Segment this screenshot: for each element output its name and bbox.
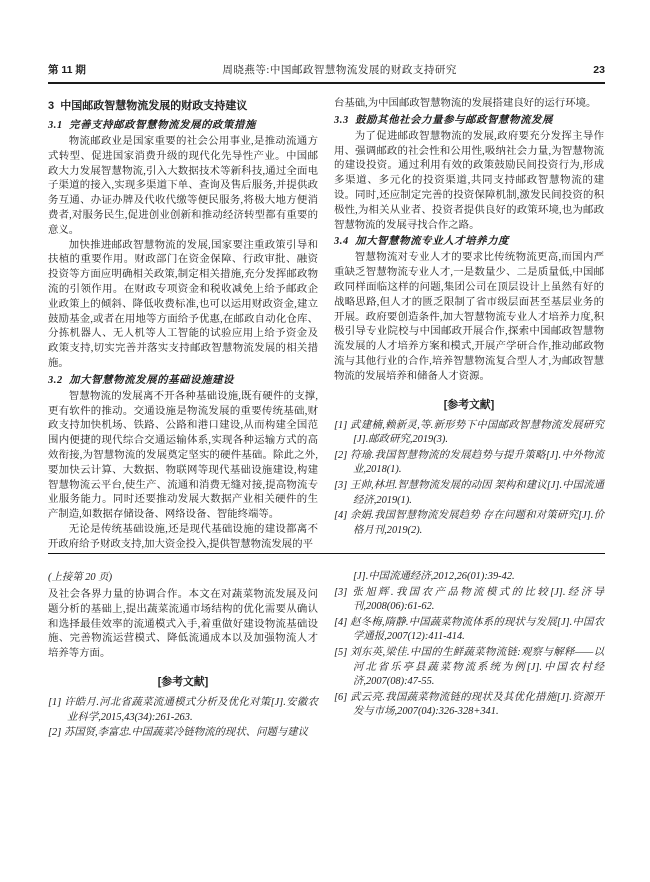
reference-continuation: [J].中国流通经济,2012,26(01):39-42.: [353, 571, 515, 582]
article-body: [48, 97, 605, 553]
paragraph: 智慧物流的发展离不开各种基础设施,既有硬件的支撑,更有软件的推动。交通设施是物流发展的重要传统基础,财政支持加快机场、铁路、公路和港口建设,从而构建全国范围内便捷的现代综合交通运输体系,实现各种运输方式的高效衔接,为智慧物流的发展奠定坚实的硬件基础。除此之外,要加快云计算、大数据、物联网等现代基础设施建设,构建智慧物流云平台,使生产、流通和消费无缝对接,提高物流专业服务能力。同时还要推动发展大数据产业相关硬件的生产制造,如数据存储设备、网络设备、智能终端等。: [48, 390, 318, 521]
paragraph: 无论是传统基础设施,还是现代基础设施的建设都离不开政府给予财政支持,加大资金投入,提供智慧物流发展的平: [48, 523, 318, 550]
left-column: [48, 97, 318, 553]
page-number: 23: [593, 64, 605, 76]
section-3-2-heading: 3.2 加大智慧物流发展的基础设施建设: [48, 374, 235, 386]
reference-item: [1] 许皓月.河北省蔬菜流通模式分析及优化对策[J].安徽农业科学,2015,43(34):261-263.: [48, 696, 318, 723]
issue-label: 第 11 期: [48, 64, 86, 76]
running-title: 周晓燕等:中国邮政智慧物流发展的财政支持研究: [222, 65, 457, 76]
paragraph-continuation: 及社会各界力量的协调合作。本文在对蔬菜物流发展及问题分析的基础上,提出蔬菜流通市场结构的优化需要从确认和选择最佳效率的流通模式入手,着重做好建设物流基础设施、完善物流运营模式、降低流通成本以及加强物流人才培养等方面。: [48, 589, 318, 660]
section-3-4-heading: 3.4 加大智慧物流专业人才培养力度: [334, 236, 510, 248]
paragraph-continuation: 台基础,为中国邮政智慧物流的发展搭建良好的运行环境。: [334, 98, 597, 109]
continued-right-column: [334, 570, 604, 742]
paragraph: 物流邮政业是国家重要的社会公用事业,是推动流通方式转型、促进国家消费升级的现代化先导性产业。中国邮政大力发展智慧物流,引入大数据技术等新科技,通过全面电子渠道的接入,实现多渠道下单、查询及售后服务,并提供政务互通、办证办牌及代收代缴等便民服务,将极大地方便消费者,对服务民生,促进创业创新和推动经济转型都有重要的意义。: [48, 136, 318, 236]
continued-article: [48, 570, 605, 742]
section-3-1-heading: 3.1 完善支持邮政智慧物流发展的政策措施: [48, 120, 257, 131]
reference-item: [4] 赵冬梅,隋静.中国蔬菜物流体系的现状与发展[J].中国农学通报,2007(12):411-414.: [334, 616, 604, 643]
reference-item: [3] 王帅,林坦.智慧物流发展的动因 架构和建议[J].中国流通经济,2019(1).: [334, 479, 604, 506]
continued-from-note: (上接第 20 页): [48, 572, 113, 583]
reference-item: [3] 张旭辉.我国农产品物流模式的比较[J].经济导刊,2008(06):61-62.: [334, 586, 604, 613]
paragraph: 为了促进邮政智慧物流的发展,政府要充分发挥主导作用、强调邮政的社会性和公用性,吸纳社会力量,为智慧物流的建设投资。通过利用有效的政策鼓励民间投资行为,形成多渠道、多元化的投资渠道,共同支持邮政智慧物流的建设。同时,还应制定完善的投资保障机制,激发民间投资的积极性,为相关从业者、投资者提供良好的政策环境,也为邮政智慧物流的发展寻找合作之路。: [334, 130, 604, 231]
right-column: [334, 97, 604, 553]
continued-left-column: [48, 570, 318, 742]
references-heading: [参考文献]: [443, 398, 495, 411]
reference-item: [5] 刘东英,梁佳.中国的生鲜蔬菜物流链:观察与解释——以河北省乐亭县蔬菜物流系统为例[J].中国农村经济,2007(08):47-55.: [334, 646, 604, 688]
reference-item: [6] 武云亮.我国蔬菜物流链的现状及其优化措施[J].资源开发与市场,2007(04):326-328+341.: [334, 691, 604, 718]
paragraph: 智慧物流对专业人才的要求比传统物流更高,而国内严重缺乏智慧物流专业人才,一是数量少、二是质量低,中国邮政同样面临这样的问题,集团公司在顶层设计上虽然有好的战略思路,但人才的匮乏限制了省市级层面甚至基层业务的开展。政府要创造条件,加大智慧物流专业人才培养力度,积极引导专业院校与中国邮政开展合作,探索中国邮政智慧物流发展的人才培养方案和模式,开展产学研合作,推动邮政物流与其他行业的合作,培养智慧物流复合型人才,为邮政智慧物流的发展培养和储备人才资源。: [334, 252, 604, 382]
reference-item: [1] 武建楠,赖新灵,等.新形势下中国邮政智慧物流发展研究[J].邮政研究,2019(3).: [334, 419, 604, 446]
references-heading: [参考文献]: [157, 675, 209, 688]
section-3-heading: 3 中国邮政智慧物流发展的财政支持建议: [48, 100, 248, 112]
section-3-3-heading: 3.3 鼓励其他社会力量参与邮政智慧物流发展: [334, 114, 554, 126]
reference-item: [2] 符瑜.我国智慧物流的发展趋势与提升策略[J].中外物流业,2018(1).: [334, 449, 604, 476]
paragraph: 加快推进邮政智慧物流的发展,国家要注重政策引导和扶植的重要作用。财政部门在资金保障、行政审批、融资投资等方面应明确相关政策,制定相关措施,充分发挥邮政物流的引领作用。在财政专项资金和税收减免上给予邮政企业政策上的倾斜、降低收费标准,也可以运用财政资金,建立鼓励基金,或者在用地等方面给予优惠,在邮政自动化仓库、分拣机器人、无人机等人工智能的试验应用上给予资金及政策支持,切实完善并落实支持邮政智慧物流发展的相关措施。: [48, 239, 318, 369]
reference-item: [4] 余娟.我国智慧物流发展趋势 存在问题和对策研究[J].价格月刊,2019(2).: [334, 510, 604, 536]
section-divider: [48, 553, 605, 554]
page-header: [48, 64, 605, 84]
reference-item: [2] 苏国贤,李富忠.中国蔬菜冷链物流的现状、问题与建议: [48, 727, 309, 739]
